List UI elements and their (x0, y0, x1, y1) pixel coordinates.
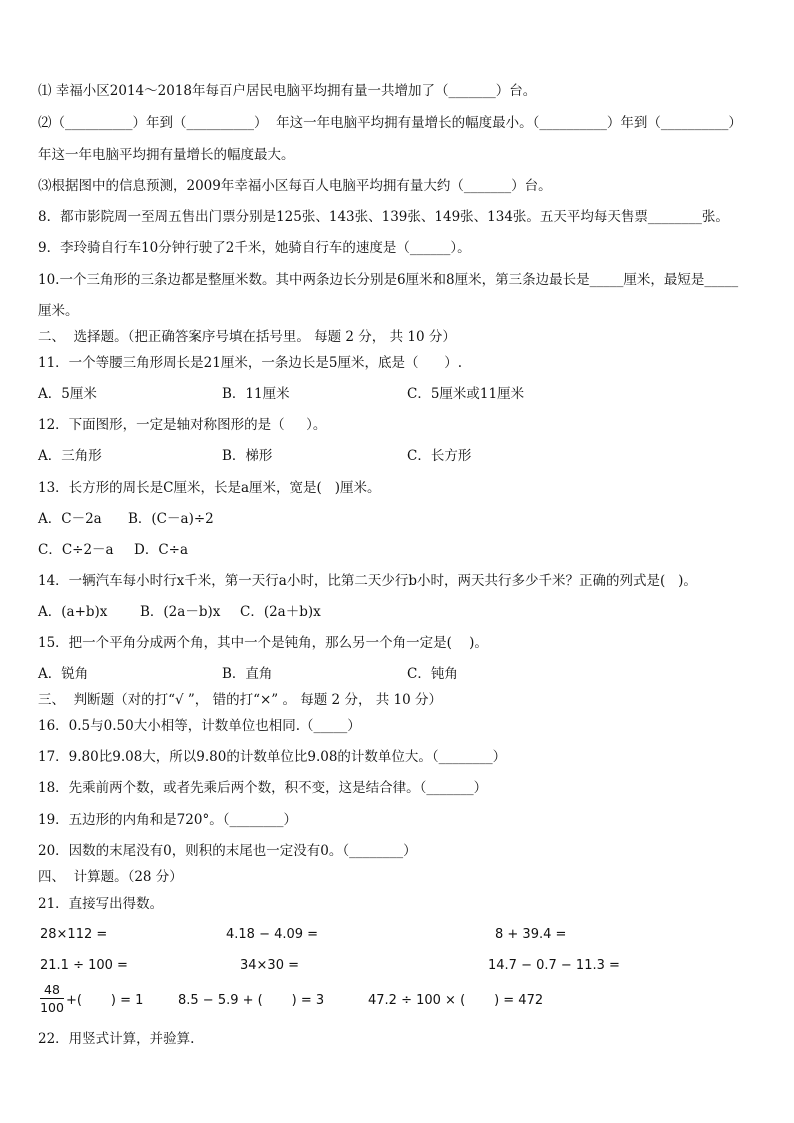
q13-option-c: C．C÷2－a (38, 542, 114, 558)
question-17 (38, 748, 506, 766)
q7-part2-cont (38, 146, 295, 164)
calc-row3-item3: 47.2 ÷ 100 × ( ) = 472 (368, 993, 544, 1008)
question-10-cont (38, 302, 79, 320)
section-4-heading (38, 868, 183, 886)
question-9 (38, 239, 471, 257)
question-21-text: 21．直接写出得数。 (38, 896, 164, 912)
question-19-text: 19．五边形的内角和是720°。（________） (38, 812, 297, 828)
section-2-heading (38, 328, 456, 346)
q13-option-b: B．(C－a)÷2 (128, 511, 214, 527)
fraction-48-100 (40, 982, 64, 1015)
calc-row2-item2: 34×30 = (240, 958, 300, 973)
calc-row2-item3: 14.7 − 0.7 − 11.3 = (488, 958, 620, 973)
question-10-cont-text: 厘米。 (38, 303, 79, 319)
question-8 (38, 208, 729, 226)
question-21 (38, 895, 163, 913)
q15-option-b: B．直角 (222, 666, 273, 682)
calc-row1-item2: 4.18 − 4.09 = (226, 927, 319, 942)
question-8-text: 8．都市影院周一至周五售出门票分别是125张、143张、139张、149张、134张。五天平均每天售票________张。 (38, 209, 729, 225)
question-14-text: 14．一辆汽车每小时行x千米，第一天行a小时，比第二天少行b小时，两天共行多少千米？正确的列式是( )。 (38, 573, 697, 589)
q7-part3-text: ⑶根据图中的信息预测，2009年幸福小区每百人电脑平均拥有量大约（_______）台。 (38, 178, 552, 194)
question-17-text: 17．9.80比9.08大，所以9.80的计数单位比9.08的计数单位大。（________） (38, 749, 507, 765)
question-12-text: 12．下面图形，一定是轴对称图形的是（ ）。 (38, 417, 327, 433)
question-15 (38, 634, 488, 652)
q7-part2-text: ⑵（__________）年到（__________） 年这一年电脑平均拥有量增长的幅度最小。（__________）年到（__________） (38, 115, 742, 131)
q7-part2 (38, 114, 742, 132)
question-22 (38, 1030, 194, 1048)
question-16-text: 16．0.5与0.50大小相等，计数单位也相同.（_____） (38, 718, 361, 734)
section-2-heading-text: 二、 选择题。（把正确答案序号填在括号里。 每题 2 分， 共 10 分） (38, 329, 456, 345)
question-14 (38, 572, 697, 590)
q11-option-b: B．11厘米 (222, 386, 290, 402)
question-13-text: 13．长方形的周长是C厘米，长是a厘米，宽是( )厘米。 (38, 480, 381, 496)
question-16 (38, 717, 361, 735)
fraction-numerator: 48 (40, 982, 64, 999)
question-13 (38, 479, 380, 497)
q12-option-a: A．三角形 (38, 448, 102, 464)
section-3-heading (38, 691, 442, 709)
q15-option-c: C．钝角 (407, 666, 458, 682)
q14-option-b: B．(2a－b)x (140, 604, 221, 620)
fraction-denominator: 100 (40, 1000, 64, 1015)
question-20 (38, 842, 417, 860)
q7-part2-cont-text: 年这一年电脑平均拥有量增长的幅度最大。 (38, 147, 295, 163)
question-22-text: 22．用竖式计算，并验算. (38, 1031, 195, 1047)
q7-part1-text: ⑴ 幸福小区2014～2018年每百户居民电脑平均拥有量一共增加了（_______）台。 (38, 83, 537, 99)
q11-option-a: A．5厘米 (38, 386, 97, 402)
question-18-text: 18．先乘前两个数，或者先乘后两个数，积不变，这是结合律。（_______） (38, 780, 488, 796)
section-3-heading-text: 三、 判断题（对的打“√ ”， 错的打“×” 。 每题 2 分， 共 10 分） (38, 692, 442, 708)
q15-option-a: A．锐角 (38, 666, 89, 682)
calc-row2-item1: 21.1 ÷ 100 = (40, 958, 128, 973)
q7-part3 (38, 177, 552, 195)
calc-row3-item2: 8.5 − 5.9 + ( ) = 3 (178, 993, 325, 1008)
calc-row1-item1: 28×112 = (40, 927, 108, 942)
question-15-text: 15．把一个平角分成两个角，其中一个是钝角，那么另一个角一定是( )。 (38, 635, 488, 651)
question-20-text: 20．因数的末尾没有0，则积的末尾也一定没有0。（________） (38, 843, 417, 859)
question-10-text: 10.一个三角形的三条边都是整厘米数。其中两条边长分别是6厘米和8厘米，第三条边最长是_____厘米，最短是_____ (38, 272, 739, 288)
calc-row1-item3: 8 + 39.4 = (495, 927, 567, 942)
question-9-text: 9．李玲骑自行车10分钟行驶了2千米，她骑自行车的速度是（______）。 (38, 240, 471, 256)
calc-row3-item1: +( ) = 1 (66, 993, 144, 1008)
section-4-heading-text: 四、 计算题。（28 分） (38, 869, 183, 885)
question-10 (38, 271, 738, 289)
q14-option-c: C．(2a＋b)x (240, 604, 321, 620)
q13-option-a: A．C－2a (38, 511, 102, 527)
question-18 (38, 779, 487, 797)
q11-option-c: C．5厘米或11厘米 (407, 386, 525, 402)
q14-option-a: A．(a+b)x (38, 604, 108, 620)
q12-option-b: B．梯形 (222, 448, 273, 464)
q7-part1 (38, 82, 536, 100)
question-11 (38, 354, 462, 372)
q12-option-c: C．长方形 (407, 448, 472, 464)
q13-option-d: D．C÷a (134, 542, 189, 558)
question-12 (38, 416, 326, 434)
question-19 (38, 811, 297, 829)
question-11-text: 11．一个等腰三角形周长是21厘米，一条边长是5厘米，底是（ ）. (38, 355, 462, 371)
